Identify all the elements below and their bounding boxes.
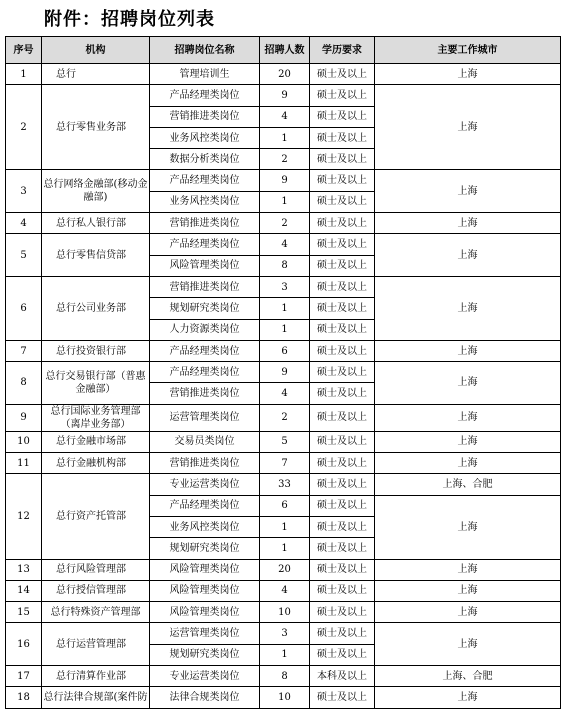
education-cell: 硕士及以上 [310,383,375,404]
headcount-cell: 1 [260,127,310,148]
education-cell: 硕士及以上 [310,644,375,665]
table-row [6,602,561,623]
headcount-cell: 33 [260,474,310,495]
headcount-cell: 9 [260,170,310,191]
education-cell: 硕士及以上 [310,149,375,170]
education-cell: 硕士及以上 [310,298,375,319]
position-name-cell: 产品经理类岗位 [150,495,260,516]
education-cell: 硕士及以上 [310,106,375,127]
headcount-cell: 1 [260,191,310,212]
row-number: 17 [6,666,42,687]
city-cell: 上海 [375,495,561,559]
city-cell: 上海 [375,234,561,277]
city-cell: 上海、合肥 [375,474,561,495]
table-row [6,453,561,474]
position-name-cell: 业务风控类岗位 [150,127,260,148]
headcount-cell: 4 [260,383,310,404]
headcount-cell: 4 [260,580,310,601]
headcount-cell: 20 [260,559,310,580]
table-row [6,580,561,601]
position-name-cell: 营销推进类岗位 [150,106,260,127]
position-name-cell: 产品经理类岗位 [150,170,260,191]
education-cell: 硕士及以上 [310,404,375,431]
row-number: 8 [6,362,42,405]
organization-cell: 总行清算作业部 [42,666,150,687]
education-cell: 硕士及以上 [310,602,375,623]
city-cell: 上海 [375,340,561,361]
row-number: 2 [6,85,42,170]
position-name-cell: 风险管理类岗位 [150,559,260,580]
headcount-cell: 9 [260,362,310,383]
headcount-cell: 10 [260,687,310,708]
education-cell: 硕士及以上 [310,127,375,148]
headcount-cell: 8 [260,255,310,276]
position-name-cell: 风险管理类岗位 [150,602,260,623]
education-cell: 硕士及以上 [310,362,375,383]
headcount-cell: 3 [260,623,310,644]
education-cell: 硕士及以上 [310,85,375,106]
headcount-cell: 10 [260,602,310,623]
education-cell: 硕士及以上 [310,319,375,340]
position-name-cell: 法律合规类岗位 [150,687,260,708]
education-cell: 硕士及以上 [310,453,375,474]
table-row [6,213,561,234]
city-cell: 上海 [375,85,561,170]
row-number: 18 [6,687,42,708]
headcount-cell: 4 [260,234,310,255]
organization-cell: 总行特殊资产管理部 [42,602,150,623]
education-cell: 硕士及以上 [310,170,375,191]
organization-cell: 总行风险管理部 [42,559,150,580]
table-row [6,362,561,383]
headcount-cell: 5 [260,431,310,452]
headcount-cell: 20 [260,64,310,85]
headcount-cell: 1 [260,538,310,559]
city-cell: 上海 [375,623,561,666]
city-cell: 上海 [375,213,561,234]
table-row [6,474,561,495]
education-cell: 硕士及以上 [310,559,375,580]
row-number: 10 [6,431,42,452]
headcount-cell: 2 [260,213,310,234]
headcount-cell: 9 [260,85,310,106]
position-name-cell: 营销推进类岗位 [150,276,260,297]
city-cell: 上海 [375,362,561,405]
row-number: 15 [6,602,42,623]
position-name-cell: 规划研究类岗位 [150,644,260,665]
organization-cell: 总行公司业务部 [42,276,150,340]
table-row [6,64,561,85]
row-number: 4 [6,213,42,234]
headcount-cell: 6 [260,495,310,516]
headcount-cell: 6 [260,340,310,361]
position-name-cell: 交易员类岗位 [150,431,260,452]
city-cell: 上海 [375,453,561,474]
header-city: 主要工作城市 [375,37,561,64]
table-row [6,340,561,361]
position-name-cell: 营销推进类岗位 [150,213,260,234]
headcount-cell: 2 [260,149,310,170]
row-number: 3 [6,170,42,213]
headcount-cell: 1 [260,644,310,665]
education-cell: 硕士及以上 [310,495,375,516]
position-name-cell: 产品经理类岗位 [150,85,260,106]
recruitment-table [5,36,561,709]
education-cell: 硕士及以上 [310,516,375,537]
position-name-cell: 产品经理类岗位 [150,234,260,255]
position-name-cell: 风险管理类岗位 [150,580,260,601]
city-cell: 上海 [375,602,561,623]
position-name-cell: 运营管理类岗位 [150,623,260,644]
table-row [6,234,561,255]
education-cell: 硕士及以上 [310,213,375,234]
city-cell: 上海 [375,559,561,580]
table-row [6,276,561,297]
organization-cell: 总行金融机构部 [42,453,150,474]
headcount-cell: 4 [260,106,310,127]
headcount-cell: 2 [260,404,310,431]
education-cell: 硕士及以上 [310,64,375,85]
headcount-cell: 1 [260,319,310,340]
city-cell: 上海 [375,276,561,340]
organization-cell: 总行网络金融部(移动金融部) [42,170,150,213]
row-number: 7 [6,340,42,361]
position-name-cell: 产品经理类岗位 [150,362,260,383]
organization-cell: 总行私人银行部 [42,213,150,234]
headcount-cell: 1 [260,298,310,319]
education-cell: 硕士及以上 [310,191,375,212]
position-name-cell: 专业运营类岗位 [150,474,260,495]
header-no: 序号 [6,37,42,64]
education-cell: 本科及以上 [310,666,375,687]
row-number: 9 [6,404,42,431]
position-name-cell: 业务风控类岗位 [150,516,260,537]
header-position: 招聘岗位名称 [150,37,260,64]
table-row [6,666,561,687]
position-name-cell: 规划研究类岗位 [150,298,260,319]
row-number: 5 [6,234,42,277]
position-name-cell: 产品经理类岗位 [150,340,260,361]
education-cell: 硕士及以上 [310,538,375,559]
position-name-cell: 运营管理类岗位 [150,404,260,431]
education-cell: 硕士及以上 [310,580,375,601]
organization-cell: 总行资产托管部 [42,474,150,559]
table-row [6,559,561,580]
city-cell: 上海 [375,64,561,85]
position-name-cell: 管理培训生 [150,64,260,85]
organization-cell: 总行国际业务管理部（离岸业务部） [42,404,150,431]
table-row [6,687,561,708]
row-number: 12 [6,474,42,559]
row-number: 14 [6,580,42,601]
position-name-cell: 数据分析类岗位 [150,149,260,170]
header-education: 学历要求 [310,37,375,64]
headcount-cell: 8 [260,666,310,687]
position-name-cell: 风险管理类岗位 [150,255,260,276]
row-number: 1 [6,64,42,85]
position-name-cell: 规划研究类岗位 [150,538,260,559]
education-cell: 硕士及以上 [310,234,375,255]
education-cell: 硕士及以上 [310,276,375,297]
headcount-cell: 1 [260,516,310,537]
organization-cell: 总行授信管理部 [42,580,150,601]
city-cell: 上海、合肥 [375,666,561,687]
position-name-cell: 营销推进类岗位 [150,453,260,474]
row-number: 13 [6,559,42,580]
table-row [6,431,561,452]
city-cell: 上海 [375,687,561,708]
headcount-cell: 3 [260,276,310,297]
organization-cell: 总行零售业务部 [42,85,150,170]
city-cell: 上海 [375,170,561,213]
header-row [6,37,561,64]
education-cell: 硕士及以上 [310,474,375,495]
table-row [6,623,561,644]
city-cell: 上海 [375,404,561,431]
organization-cell: 总行交易银行部（普惠金融部） [42,362,150,405]
table-row [6,85,561,106]
education-cell: 硕士及以上 [310,623,375,644]
organization-cell: 总行运营管理部 [42,623,150,666]
position-name-cell: 专业运营类岗位 [150,666,260,687]
header-org: 机构 [42,37,150,64]
page-title: 附件：招聘岗位列表 [44,9,215,30]
table-row [6,170,561,191]
header-count: 招聘人数 [260,37,310,64]
education-cell: 硕士及以上 [310,687,375,708]
organization-cell: 总行法律合规部(案件防 [42,687,150,708]
organization-cell: 总行零售信贷部 [42,234,150,277]
education-cell: 硕士及以上 [310,255,375,276]
row-number: 6 [6,276,42,340]
headcount-cell: 7 [260,453,310,474]
row-number: 16 [6,623,42,666]
city-cell: 上海 [375,431,561,452]
table-body [6,64,561,709]
position-name-cell: 业务风控类岗位 [150,191,260,212]
table-row [6,404,561,431]
education-cell: 硕士及以上 [310,340,375,361]
city-cell: 上海 [375,580,561,601]
row-number: 11 [6,453,42,474]
organization-cell: 总行金融市场部 [42,431,150,452]
education-cell: 硕士及以上 [310,431,375,452]
position-name-cell: 营销推进类岗位 [150,383,260,404]
position-name-cell: 人力资源类岗位 [150,319,260,340]
organization-cell: 总行投资银行部 [42,340,150,361]
organization-cell: 总行 [42,64,150,85]
